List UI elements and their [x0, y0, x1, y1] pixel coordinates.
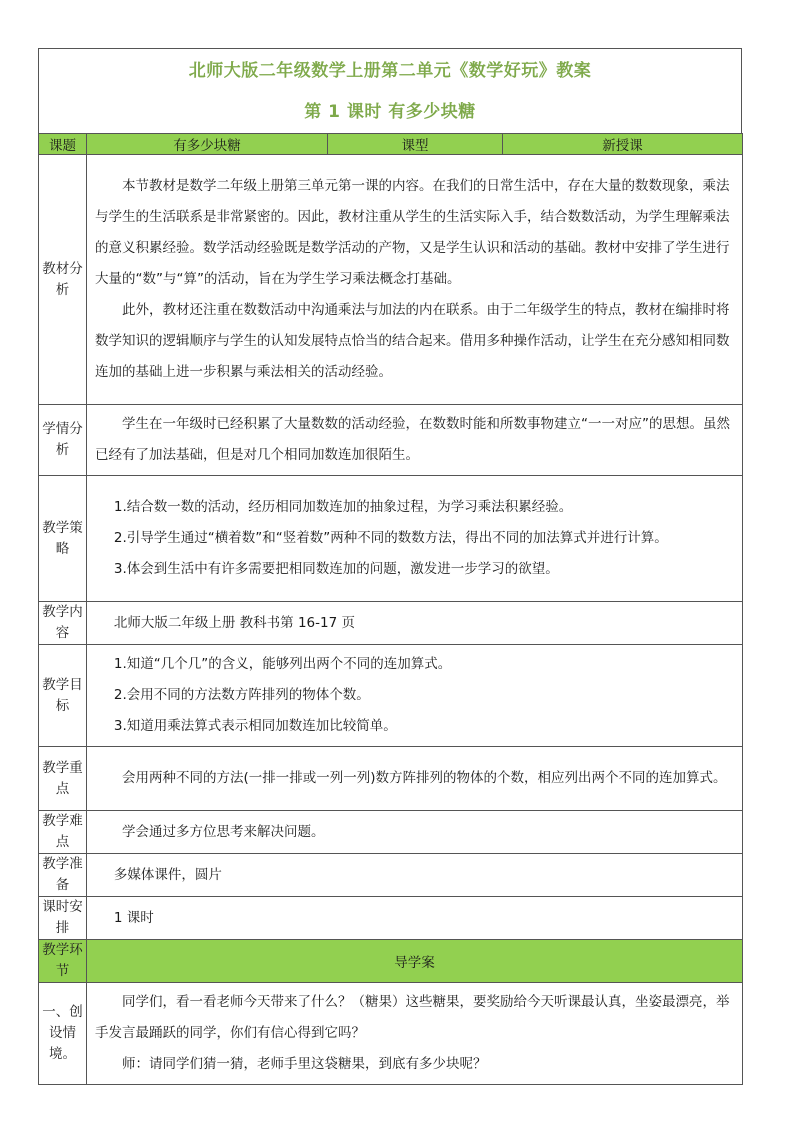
key-row [39, 747, 743, 811]
goals-label: 教学目标 [39, 645, 87, 747]
content-label: 教学内容 [39, 602, 87, 645]
scenario-body [87, 983, 743, 1085]
content-row [39, 602, 743, 645]
difficulty-text: 学会通过多方位思考来解决问题。 [122, 823, 325, 840]
material-body [87, 155, 743, 405]
students-row [39, 405, 743, 476]
prep-text: 多媒体课件，圆片 [113, 866, 222, 883]
strategy-body [87, 476, 743, 602]
material-label: 教材分析 [39, 155, 87, 405]
schedule-row [39, 897, 743, 940]
title-block [38, 48, 742, 133]
goal-item: 1.知道“几个几”的含义，能够列出两个不同的连加算式。 [113, 656, 452, 672]
prep-row [39, 854, 743, 897]
topic-value: 有多少块糖 [87, 134, 328, 155]
goal-item: 2.会用不同的方法数方阵排列的物体个数。 [113, 687, 370, 703]
schedule-body [87, 897, 743, 940]
students-paragraph: 学生在一年级时已经积累了大量数数的活动经验，在数数时能和所数事物建立“一一对应”的思想。虽然已经有了加法基础，但是对几个相同加数连加很陌生。 [95, 416, 730, 463]
prep-body [87, 854, 743, 897]
scenario-paragraph: 同学们，看一看老师今天带来了什么？（糖果）这些糖果，要奖励给今天听课最认真，坐姿最漂亮，举手发言最踊跃的同学，你们有信心得到它吗？ [95, 994, 730, 1041]
goals-row [39, 645, 743, 747]
difficulty-row [39, 811, 743, 854]
topic-row [39, 134, 743, 155]
scenario-row [39, 983, 743, 1085]
key-body [87, 747, 743, 811]
lesson-plan-document [38, 48, 742, 1085]
key-text: 会用两种不同的方法(一排一排或一列一列)数方阵排列的物体的个数，相应列出两个不同的连加算式。 [122, 770, 727, 786]
scenario-paragraph: 师：请同学们猜一猜，老师手里这袋糖果，到底有多少块呢？ [122, 1056, 487, 1072]
type-label: 课型 [328, 134, 503, 155]
material-row [39, 155, 743, 405]
difficulty-body [87, 811, 743, 854]
stage-row [39, 940, 743, 983]
type-value: 新授课 [503, 134, 743, 155]
content-text: 北师大版二年级上册 教科书第 16-17 页 [113, 614, 355, 631]
schedule-label: 课时安排 [39, 897, 87, 940]
students-label: 学情分析 [39, 405, 87, 476]
strategy-label: 教学策略 [39, 476, 87, 602]
key-label: 教学重点 [39, 747, 87, 811]
stage-label: 教学环节 [39, 940, 87, 983]
goal-item: 3.知道用乘法算式表示相同加数连加比较简单。 [113, 718, 397, 734]
strategy-row [39, 476, 743, 602]
lesson-subtitle: 第 1 课时 有多少块糖 [304, 102, 476, 122]
students-body [87, 405, 743, 476]
schedule-text: 1 课时 [113, 909, 154, 926]
material-paragraph: 本节教材是数学二年级上册第三单元第一课的内容。在我们的日常生活中，存在大量的数数现象，乘法与学生的生活联系是非常紧密的。因此，教材注重从学生的生活实际入手，结合数数活动，为学生理解乘法的意义积累经验。数学活动经验既是数学活动的产物，又是学生认识和活动的基础。教材中安排了学生进行大量的“数”与“算”的活动，旨在为学生学习乘法概念打基础。 [95, 178, 730, 287]
document-title: 北师大版二年级数学上册第二单元《数学好玩》教案 [188, 61, 592, 81]
stage-value: 导学案 [87, 940, 743, 983]
content-body [87, 602, 743, 645]
lesson-plan-table [38, 133, 743, 1085]
topic-label: 课题 [39, 134, 87, 155]
strategy-item: 1.结合数一数的活动，经历相同加数连加的抽象过程，为学习乘法积累经验。 [113, 499, 573, 515]
difficulty-label: 教学难点 [39, 811, 87, 854]
strategy-item: 3.体会到生活中有许多需要把相同数连加的问题，激发进一步学习的欲望。 [113, 561, 559, 577]
goals-body [87, 645, 743, 747]
scenario-label: 一、创设情境。 [39, 983, 87, 1085]
strategy-item: 2.引导学生通过“横着数”和“竖着数”两种不同的数数方法，得出不同的加法算式并进行计算。 [113, 530, 668, 546]
material-paragraph: 此外，教材还注重在数数活动中沟通乘法与加法的内在联系。由于二年级学生的特点，教材在编排时将数学知识的逻辑顺序与学生的认知发展特点恰当的结合起来。借用多种操作活动，让学生在充分感知相同数连加的基础上进一步积累与乘法相关的活动经验。 [95, 302, 730, 380]
prep-label: 教学准备 [39, 854, 87, 897]
